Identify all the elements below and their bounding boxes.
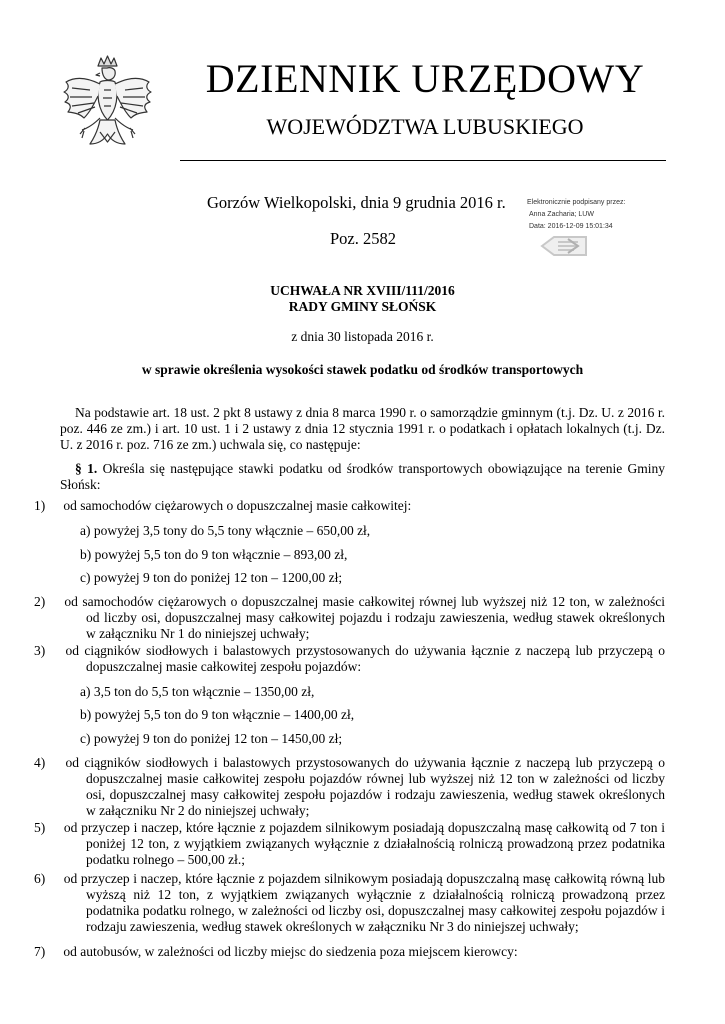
publication-date: Gorzów Wielkopolski, dnia 9 grudnia 2016 r. (207, 193, 506, 212)
resolution-subject: w sprawie określenia wysokości stawek podatku od środków transportowych (141, 362, 584, 377)
resolution-date: z dnia 30 listopada 2016 r. (291, 329, 434, 344)
sub-list-item: c) powyżej 9 ton do poniżej 12 ton – 1450,00 zł; (80, 731, 343, 746)
list-item: 3) od ciągników siodłowych i balastowych przystosowanych do używania łącznie z naczepą lub przyczepą o dopuszczalnej masie całkowitej zespołu pojazdów: (34, 643, 666, 674)
list-item-text: od przyczep i naczep, które łącznie z pojazdem silnikowym posiadają dopuszczalną masę całkowitą od 7 ton i poniżej 12 ton, z wyjątkiem związanych wyłącznie z działalnością rolniczą prowadzoną przez podatnika podatku rolnego – 500,00 zł.; (63, 820, 666, 867)
sub-list-item: a) powyżej 3,5 tony do 5,5 tony włącznie – 650,00 zł, (80, 523, 371, 538)
list-item-text: od ciągników siodłowych i balastowych przystosowanych do używania łącznie z naczepą lub przyczepą o dopuszczalnej masie całkowitej zespołu pojazdów: (65, 643, 666, 674)
signature-label: Elektronicznie podpisany przez: (527, 199, 626, 206)
list-item: 5) od przyczep i naczep, które łącznie z pojazdem silnikowym posiadają dopuszczalną masę całkowitą od 7 ton i poniżej 12 ton, z wyjątkiem związanych wyłącznie z działalnością rolniczą prowadzoną przez podatnika podatku rolnego – 500,00 zł.; (34, 820, 666, 867)
journal-title: DZIENNIK URZĘDOWY (205, 56, 645, 101)
signature-date: Data: 2016-12-09 15:01:34 (529, 223, 613, 230)
list-item: 7) od autobusów, w zależności od liczby miejsc do siedzenia poza miejscem kierowcy: (34, 944, 518, 959)
list-item-text: od samochodów ciężarowych o dopuszczalnej masie całkowitej równej lub wyższej niż 12 ton, w zależności od liczby osi, dopuszczalnej masy całkowitej pojazdu i rodzaju zawieszenia, według stawek określonych w załączniku Nr 1 do niniejszej uchwały; (64, 594, 665, 641)
signature-signer: Anna Zacharia; LUW (529, 211, 594, 218)
sub-list-item: a) 3,5 ton do 5,5 ton włącznie – 1350,00 zł, (80, 684, 315, 699)
section-1-paragraph (60, 461, 665, 493)
eagle-emblem-icon (60, 52, 155, 167)
sub-list-item: b) powyżej 5,5 ton do 9 ton włącznie – 893,00 zł, (80, 547, 348, 562)
list-item: 1) od samochodów ciężarowych o dopuszczalnej masie całkowitej: (34, 498, 412, 513)
signature-stamp-icon (538, 234, 592, 258)
journal-subtitle: WOJEWÓDZTWA LUBUSKIEGO (266, 114, 584, 139)
list-item-text: od samochodów ciężarowych o dopuszczalnej masie całkowitej: (63, 498, 412, 513)
list-item: 6) od przyczep i naczep, które łącznie z pojazdem silnikowym posiadają dopuszczalną masę całkowitą równą lub wyższą niż 12 ton, z wyjątkiem związanych wyłącznie z działalnością rolniczą prowadzoną przez podatnika podatku rolnego, w zależności od liczby osi, dopuszczalnej masy całkowitej zespołu pojazdów i rodzaju zawieszenia, według stawek określonych w załączniku Nr 3 do niniejszej uchwały; (34, 871, 666, 934)
publication-position: Poz. 2582 (330, 229, 396, 248)
sub-list-item: b) powyżej 5,5 ton do 9 ton włącznie – 1400,00 zł, (80, 707, 355, 722)
electronic-signature-block (527, 197, 647, 233)
list-item: 4) od ciągników siodłowych i balastowych przystosowanych do używania łącznie z naczepą lub przyczepą o dopuszczalnej masie całkowitej zespołu pojazdów równej lub wyższej niż 12 ton w zależności od liczby osi, dopuszczalnej masy całkowitej zespołu pojazdów i rodzaju zawieszenia, według stawek określonych w załączniku Nr 2 do niniejszej uchwały; (34, 755, 666, 818)
sub-list-item: c) powyżej 9 ton do poniżej 12 ton – 1200,00 zł; (80, 570, 343, 585)
preamble-paragraph: Na podstawie art. 18 ust. 2 pkt 8 ustawy z dnia 8 marca 1990 r. o samorządzie gminnym (t.j. Dz. U. z 2016 r. poz. 446 ze zm.) i art. 10 ust. 1 i 2 ustawy z dnia 12 stycznia 1991 r. o podatkach i opłatach lokalnych (t.j. Dz. U. z 2016 r. poz. 716 ze zm.) uchwala się, co następuje: (60, 405, 665, 452)
resolution-council: RADY GMINY SŁOŃSK (288, 299, 437, 314)
list-item-text: od autobusów, w zależności od liczby miejsc do siedzenia poza miejscem kierowcy: (63, 944, 518, 959)
list-item: 2) od samochodów ciężarowych o dopuszczalnej masie całkowitej równej lub wyższej niż 12 ton, w zależności od liczby osi, dopuszczalnej masy całkowitej pojazdu i rodzaju zawieszenia, według stawek określonych w załączniku Nr 1 do niniejszej uchwały; (34, 594, 665, 641)
list-item-text: od przyczep i naczep, które łącznie z pojazdem silnikowym posiadają dopuszczalną masę całkowitą równą lub wyższą niż 12 ton, z wyjątkiem związanych wyłącznie z działalnością rolniczą prowadzoną przez podatnika podatku rolnego, w zależności od liczby osi, dopuszczalnej masy całkowitej zespołu pojazdów i rodzaju zawieszenia, według stawek określonych w załączniku Nr 3 do niniejszej uchwały; (63, 871, 666, 934)
section-mark: § 1. (75, 461, 98, 476)
resolution-number: UCHWAŁA NR XVIII/111/2016 (270, 283, 455, 298)
list-item-text: od ciągników siodłowych i balastowych przystosowanych do używania łącznie z naczepą lub przyczepą o dopuszczalnej masie całkowitej zespołu pojazdów równej lub wyższej niż 12 ton w zależności od liczby osi, dopuszczalnej masy całkowitej zespołu pojazdów i rodzaju zawieszenia, według stawek określonych w załączniku Nr 2 do niniejszej uchwały; (65, 755, 666, 818)
header-divider (180, 160, 666, 161)
section-1-text: Określa się następujące stawki podatku od środków transportowych obowiązujące na terenie Gminy Słońsk: (60, 461, 666, 492)
